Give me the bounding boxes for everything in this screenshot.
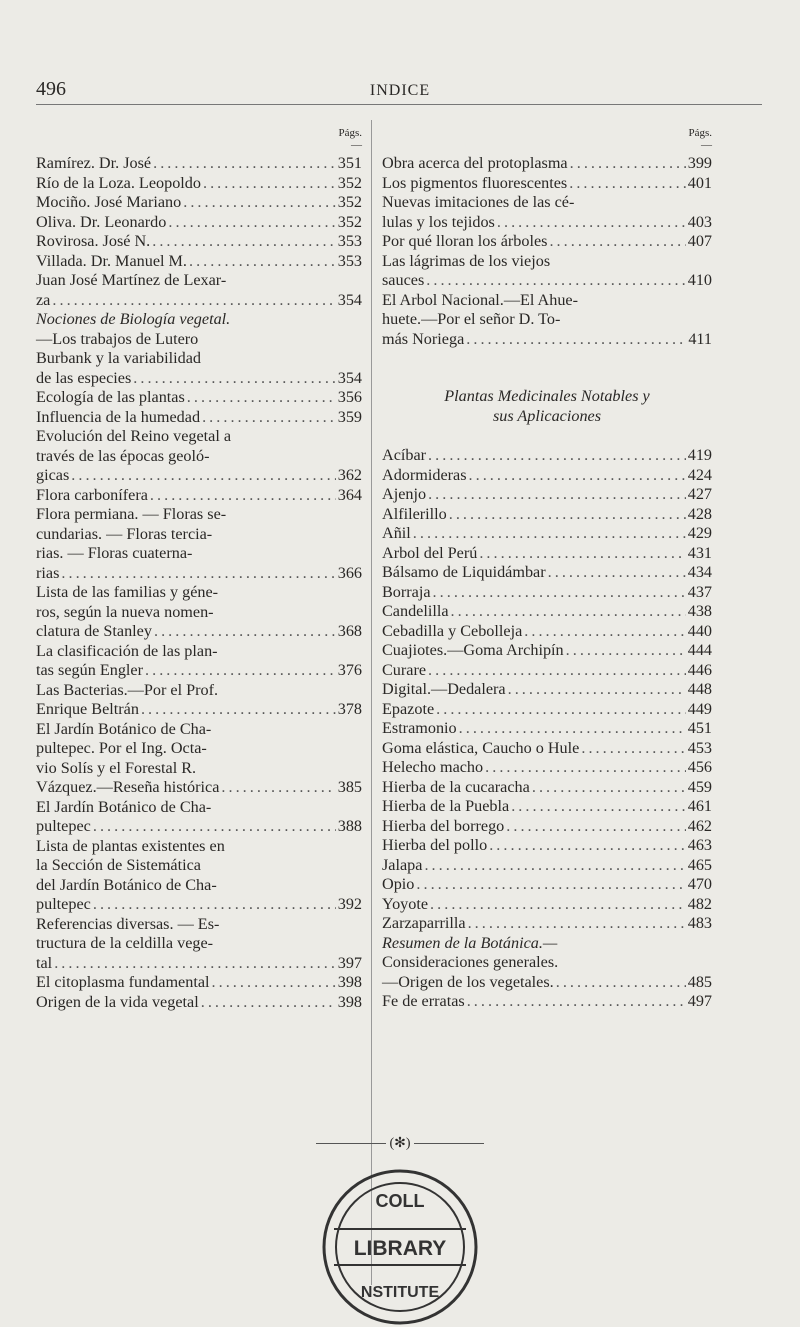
index-entry	[36, 993, 362, 1013]
entry-line: La clasificación de las plan-	[36, 641, 218, 660]
header-rule	[36, 104, 762, 105]
entry-title: Río de la Loza. Leopoldo	[36, 173, 201, 192]
index-entry	[382, 856, 712, 876]
index-entry	[36, 954, 362, 974]
index-entry	[36, 700, 362, 720]
entry-page: 399	[687, 154, 712, 172]
left-column: Págs. — Ramírez. Dr. José . . . 351 Río de la Loza. Leopoldo . . . 352 Mociño. José Mariano . . . 352 Oliva. Dr. Leonardo . . . 352 Rovirosa. José N. . . . 353 Villada. Dr. Manuel M. . . . 353 Juan José Martínez de Lexar- za . . . 354 Nociones de Biología vegetal. —Los trabajos de Lutero Burbank y la variabilidad de las especies . . . 354 Ecología de las plantas . . . 356 Influencia de la humedad . . . 359 Evolución del Reino vegetal a través de las épocas geoló- gicas . . . 362 Flora carbonífera . . . 364 Flora permiana. — Floras se- cundarias. — Floras tercia- rias. — Floras cuaterna- rias . . . 366 Lista de las familias y géne- ros, según la nueva nomen- clatura de Stanley . . . 368 La clasificación de las plan- tas según Engler . . . 376 Las Bacterias.—Por el Prof. Enrique Beltrán . . . 378 El Jardín Botánico de Cha- pultepec. Por el Ing. Octa- vio Solís y el Forestal R. Vázquez.—Reseña histórica . . . 385 El Jardín Botánico de Cha- pultepec . . . 388 Lista de plantas existentes en la Sección de Sistemática del Jardín Botánico de Cha- pultepec . . . 392 Referencias diversas. — Es- tructura de la celdilla vege- tal . . . 397 El citoplasma fundamental . . . 398 Origen de la vida vegetal . . . 398	[36, 124, 362, 1012]
entry-title: pultepec	[36, 895, 91, 913]
entry-line: la Sección de Sistemática	[36, 856, 201, 874]
entry-title: Zarzaparrilla	[382, 914, 466, 932]
entry-title: Yoyote	[382, 894, 429, 913]
entry-title: Obra acerca del protoplasma	[382, 154, 568, 172]
entry-title: Jalapa	[382, 855, 423, 874]
entry-page: 470	[687, 875, 712, 893]
entry-page: 461	[687, 797, 712, 815]
entry-page: 356	[337, 388, 362, 406]
entry-title: Villada. Dr. Manuel M.	[36, 251, 187, 270]
entry-page: 385	[337, 778, 362, 796]
entry-line: rias. — Floras cuaterna-	[36, 544, 193, 562]
entry-title: Cuajiotes.—Goma Archipín	[382, 641, 564, 659]
index-entry	[382, 583, 712, 603]
entry-page: 444	[687, 641, 712, 659]
entry-page: 431	[687, 543, 712, 562]
entry-title: Borraja	[382, 582, 431, 601]
entry-page: 429	[687, 524, 712, 542]
stamp-center-text: LIBRARY	[353, 1237, 447, 1260]
entry-line: tructura de la celdilla vege-	[36, 934, 214, 952]
entry-page: 427	[687, 485, 712, 503]
entry-page: 483	[687, 914, 712, 932]
right-column: Págs. — Obra acerca del protoplasma . . . 399 Los pigmentos fluorescentes . . . 401 Nuevas imitaciones de las cé- lulas y los tejidos . . . 403 Por qué lloran los árboles . . . 407 Las lágrimas de los viejos sauces . . . 410 El Arbol Nacional.—El Ahue- huete.—Por el señor D. To- más Noriega . . . 411 Plantas Medicinales Notables y sus Aplicaciones Acíbar . . . 419 Adormideras . . . 424 Ajenjo . . . 427 Alfilerillo . . . 428 Añil . . . 429 Arbol del Perú . . . 431 Bálsamo de Liquidámbar . . . 434 Borraja . . . 437 Candelilla . . . 438 Cebadilla y Cebolleja . . . 440 Cuajiotes.—Goma Archipín . . . 444 Curare . . . 446 Digital.—Dedalera . . . 448 Epazote . . . 449 Estramonio . . . 451 Goma elástica, Caucho o Hule . . . 453 Helecho macho . . . 456 Hierba de la cucaracha . . . 459 Hierba de la Puebla . . . 461 Hierba del borrego . . . 462 Hierba del pollo . . . 463 Jalapa . . . 465 Opio . . . 470 Yoyote . . . 482 Zarzaparrilla . . . 483 Resumen de la Botánica.— Consideraciones generales. —Origen de los vegetales. . . . 485 Fe de erratas . . . 497	[382, 124, 712, 1012]
index-entry	[36, 466, 362, 486]
entry-title: Añil	[382, 524, 411, 542]
index-entry	[382, 466, 712, 486]
entry-line: El Jardín Botánico de Cha-	[36, 719, 212, 738]
entry-title: Por qué lloran los árboles	[382, 232, 548, 250]
entry-title: Arbol del Perú	[382, 543, 478, 562]
entry-page: 411	[688, 329, 712, 348]
entry-page: 401	[687, 173, 712, 192]
pags-label: Págs.	[338, 127, 362, 139]
entry-line: —Los trabajos de Lutero	[36, 329, 199, 348]
entry-title: Candelilla	[382, 602, 449, 620]
entry-page: 364	[337, 485, 362, 504]
index-entry	[36, 817, 362, 837]
stamp-bottom-text: NSTITUTE	[360, 1284, 440, 1301]
entry-title: Ajenjo	[382, 485, 427, 503]
entry-line: El Jardín Botánico de Cha-	[36, 797, 212, 816]
stamp-top-text: COLL	[375, 1191, 425, 1211]
index-entry	[36, 973, 362, 993]
index-entry	[382, 622, 712, 642]
section-title-line-1: Plantas Medicinales Notables y	[444, 387, 650, 405]
section-title-line-2: sus Aplicaciones	[492, 406, 602, 425]
index-entry	[382, 641, 712, 661]
entry-line: Las Bacterias.—Por el Prof.	[36, 680, 219, 699]
index-entry	[382, 758, 712, 778]
library-stamp-icon	[320, 1167, 480, 1327]
entry-page: 398	[337, 992, 362, 1011]
index-entry	[382, 739, 712, 759]
entry-title: Vázquez.—Reseña histórica	[36, 778, 220, 796]
index-entry	[382, 485, 712, 505]
index-entry	[382, 271, 712, 291]
index-entry	[36, 564, 362, 584]
entry-title: —Origen de los vegetales.	[382, 972, 554, 991]
entry-page: 428	[687, 504, 712, 523]
entry-title: Flora carbonífera	[36, 485, 148, 504]
page-number: 496	[36, 78, 66, 100]
entry-title: Estramonio	[382, 719, 457, 737]
entry-title: Hierba de la cucaracha	[382, 777, 530, 796]
entry-title: clatura de Stanley	[36, 622, 152, 640]
entry-title: más Noriega	[382, 329, 465, 348]
entry-page: 351	[337, 154, 362, 172]
entry-title: Ramírez. Dr. José	[36, 154, 152, 172]
entry-title: Influencia de la humedad	[36, 407, 201, 426]
index-entry	[36, 213, 362, 233]
entry-title: lulas y los tejidos	[382, 212, 495, 231]
entry-page: 362	[337, 466, 362, 484]
entry-title: Curare	[382, 660, 427, 679]
entry-title: tas según Engler	[36, 661, 143, 679]
left-entry-list	[36, 154, 362, 1012]
entry-title: Opio	[382, 875, 415, 893]
entry-page: 398	[337, 973, 362, 991]
right-entry-list-bottom	[382, 446, 712, 1012]
index-entry	[382, 154, 712, 174]
entry-line: vio Solís y el Forestal R.	[36, 758, 197, 777]
entry-page: 352	[337, 212, 362, 231]
entry-page: 388	[337, 817, 362, 835]
entry-page: 463	[687, 836, 712, 854]
index-entry	[36, 252, 362, 272]
entry-page: 462	[687, 816, 712, 835]
entry-page: 354	[337, 368, 362, 387]
entry-title: Hierba del borrego	[382, 816, 505, 835]
entry-line: Nuevas imitaciones de las cé-	[382, 193, 575, 211]
entry-page: 397	[337, 953, 362, 972]
entry-line: El Arbol Nacional.—El Ahue-	[382, 290, 579, 309]
entry-page: 354	[337, 290, 362, 309]
entry-page: 353	[337, 232, 362, 250]
index-entry	[36, 486, 362, 506]
entry-page: 440	[687, 621, 712, 640]
entry-title: za	[36, 290, 51, 309]
entry-page: 437	[687, 582, 712, 601]
index-entry	[36, 154, 362, 174]
entry-page: 353	[337, 251, 362, 270]
entry-page: 485	[687, 972, 712, 991]
entry-title: pultepec	[36, 817, 91, 835]
entry-page: 378	[337, 700, 362, 718]
entry-title: Los pigmentos fluorescentes	[382, 173, 568, 192]
index-entry	[36, 369, 362, 389]
index-entry	[382, 973, 712, 993]
index-entry	[382, 174, 712, 194]
entry-title: Bálsamo de Liquidámbar	[382, 563, 546, 581]
index-entry	[36, 232, 362, 252]
index-entry	[382, 797, 712, 817]
page-header	[0, 78, 800, 102]
index-entry	[382, 563, 712, 583]
entry-heading: Resumen de la Botánica.—	[382, 933, 558, 952]
entry-page: 403	[687, 212, 712, 231]
entry-page: 407	[687, 232, 712, 250]
right-entry-list-top	[382, 154, 712, 349]
entry-line: ros, según la nueva nomen-	[36, 602, 214, 621]
entry-title: rias	[36, 563, 60, 582]
entry-line: cundarias. — Floras tercia-	[36, 524, 213, 543]
entry-page: 453	[687, 738, 712, 757]
index-entry	[382, 836, 712, 856]
entry-title: sauces	[382, 271, 425, 289]
index-entry	[36, 408, 362, 428]
column-divider	[371, 120, 372, 1285]
entry-title: tal	[36, 953, 53, 972]
running-title: INDICE	[369, 82, 431, 99]
index-entry	[36, 661, 362, 681]
entry-page: 482	[687, 894, 712, 913]
entry-line: Consideraciones generales.	[382, 953, 559, 971]
entry-title: Epazote	[382, 699, 435, 718]
entry-title: Enrique Beltrán	[36, 700, 139, 718]
entry-title: de las especies	[36, 368, 132, 387]
entry-line: Las lágrimas de los viejos	[382, 251, 551, 270]
entry-page: 368	[337, 622, 362, 640]
index-entry	[382, 817, 712, 837]
entry-page: 434	[687, 563, 712, 581]
entry-page: 392	[337, 895, 362, 913]
entry-line: Burbank y la variabilidad	[36, 349, 201, 367]
entry-page: 352	[337, 193, 362, 211]
index-entry	[36, 895, 362, 915]
index-entry	[382, 213, 712, 233]
index-entry	[382, 875, 712, 895]
entry-page: 497	[687, 992, 712, 1010]
entry-title: Oliva. Dr. Leonardo	[36, 212, 167, 231]
index-entry	[36, 622, 362, 642]
entry-title: Cebadilla y Cebolleja	[382, 621, 523, 640]
index-entry	[382, 505, 712, 525]
entry-line: Evolución del Reino vegetal a	[36, 427, 232, 445]
index-entry	[382, 680, 712, 700]
entry-page: 410	[687, 271, 712, 289]
entry-line: Lista de plantas existentes en	[36, 836, 225, 855]
index-entry	[382, 661, 712, 681]
entry-title: Fe de erratas	[382, 992, 465, 1010]
index-entry	[382, 914, 712, 934]
pags-label: Págs.	[688, 127, 712, 139]
entry-page: 451	[687, 719, 712, 737]
entry-line: Juan José Martínez de Lexar-	[36, 271, 227, 289]
entry-title: Origen de la vida vegetal	[36, 992, 199, 1011]
entry-title: El citoplasma fundamental	[36, 973, 210, 991]
index-entry	[382, 446, 712, 466]
entry-page: 376	[337, 661, 362, 679]
entry-title: Adormideras	[382, 465, 467, 484]
entry-page: 352	[337, 173, 362, 192]
entry-line: Flora permiana. — Floras se-	[36, 505, 227, 523]
entry-page: 446	[687, 660, 712, 679]
index-entry	[382, 700, 712, 720]
entry-line: Lista de las familias y géne-	[36, 583, 219, 601]
entry-title: Mociño. José Mariano	[36, 193, 182, 211]
entry-title: Hierba del pollo	[382, 836, 488, 854]
index-entry	[382, 524, 712, 544]
entry-page: 419	[687, 446, 712, 464]
index-entry	[382, 778, 712, 798]
index-entry	[36, 174, 362, 194]
index-entry	[36, 291, 362, 311]
entry-page: 465	[687, 855, 712, 874]
entry-heading: Nociones de Biología vegetal.	[36, 310, 231, 328]
entry-page: 448	[687, 680, 712, 698]
entry-title: Digital.—Dedalera	[382, 680, 506, 698]
index-entry	[382, 895, 712, 915]
entry-title: Alfilerillo	[382, 504, 447, 523]
entry-line: huete.—Por el señor D. To-	[382, 310, 561, 328]
entry-line: Referencias diversas. — Es-	[36, 914, 220, 933]
index-entry	[382, 719, 712, 739]
index-entry	[382, 544, 712, 564]
entry-page: 359	[337, 407, 362, 426]
entry-title: Ecología de las plantas	[36, 388, 185, 406]
entry-page: 449	[687, 699, 712, 718]
ornament: (✻)	[0, 1135, 800, 1152]
index-entry	[382, 602, 712, 622]
entry-line: pultepec. Por el Ing. Octa-	[36, 739, 207, 757]
index-entry	[36, 193, 362, 213]
entry-page: 438	[687, 602, 712, 620]
index-entry	[382, 992, 712, 1012]
entry-title: Helecho macho	[382, 758, 484, 776]
entry-title: gicas	[36, 466, 70, 484]
entry-line: del Jardín Botánico de Cha-	[36, 875, 217, 894]
entry-page: 424	[687, 465, 712, 484]
entry-page: 366	[337, 563, 362, 582]
entry-title: Acíbar	[382, 446, 427, 464]
index-entry	[36, 388, 362, 408]
entry-title: Rovirosa. José N.	[36, 232, 151, 250]
entry-page: 459	[687, 777, 712, 796]
index-entry	[36, 778, 362, 798]
entry-title: Goma elástica, Caucho o Hule	[382, 738, 580, 757]
entry-title: Hierba de la Puebla	[382, 797, 510, 815]
entry-page: 456	[687, 758, 712, 776]
entry-line: través de las épocas geoló-	[36, 446, 210, 465]
index-entry	[382, 330, 712, 350]
index-entry	[382, 232, 712, 252]
